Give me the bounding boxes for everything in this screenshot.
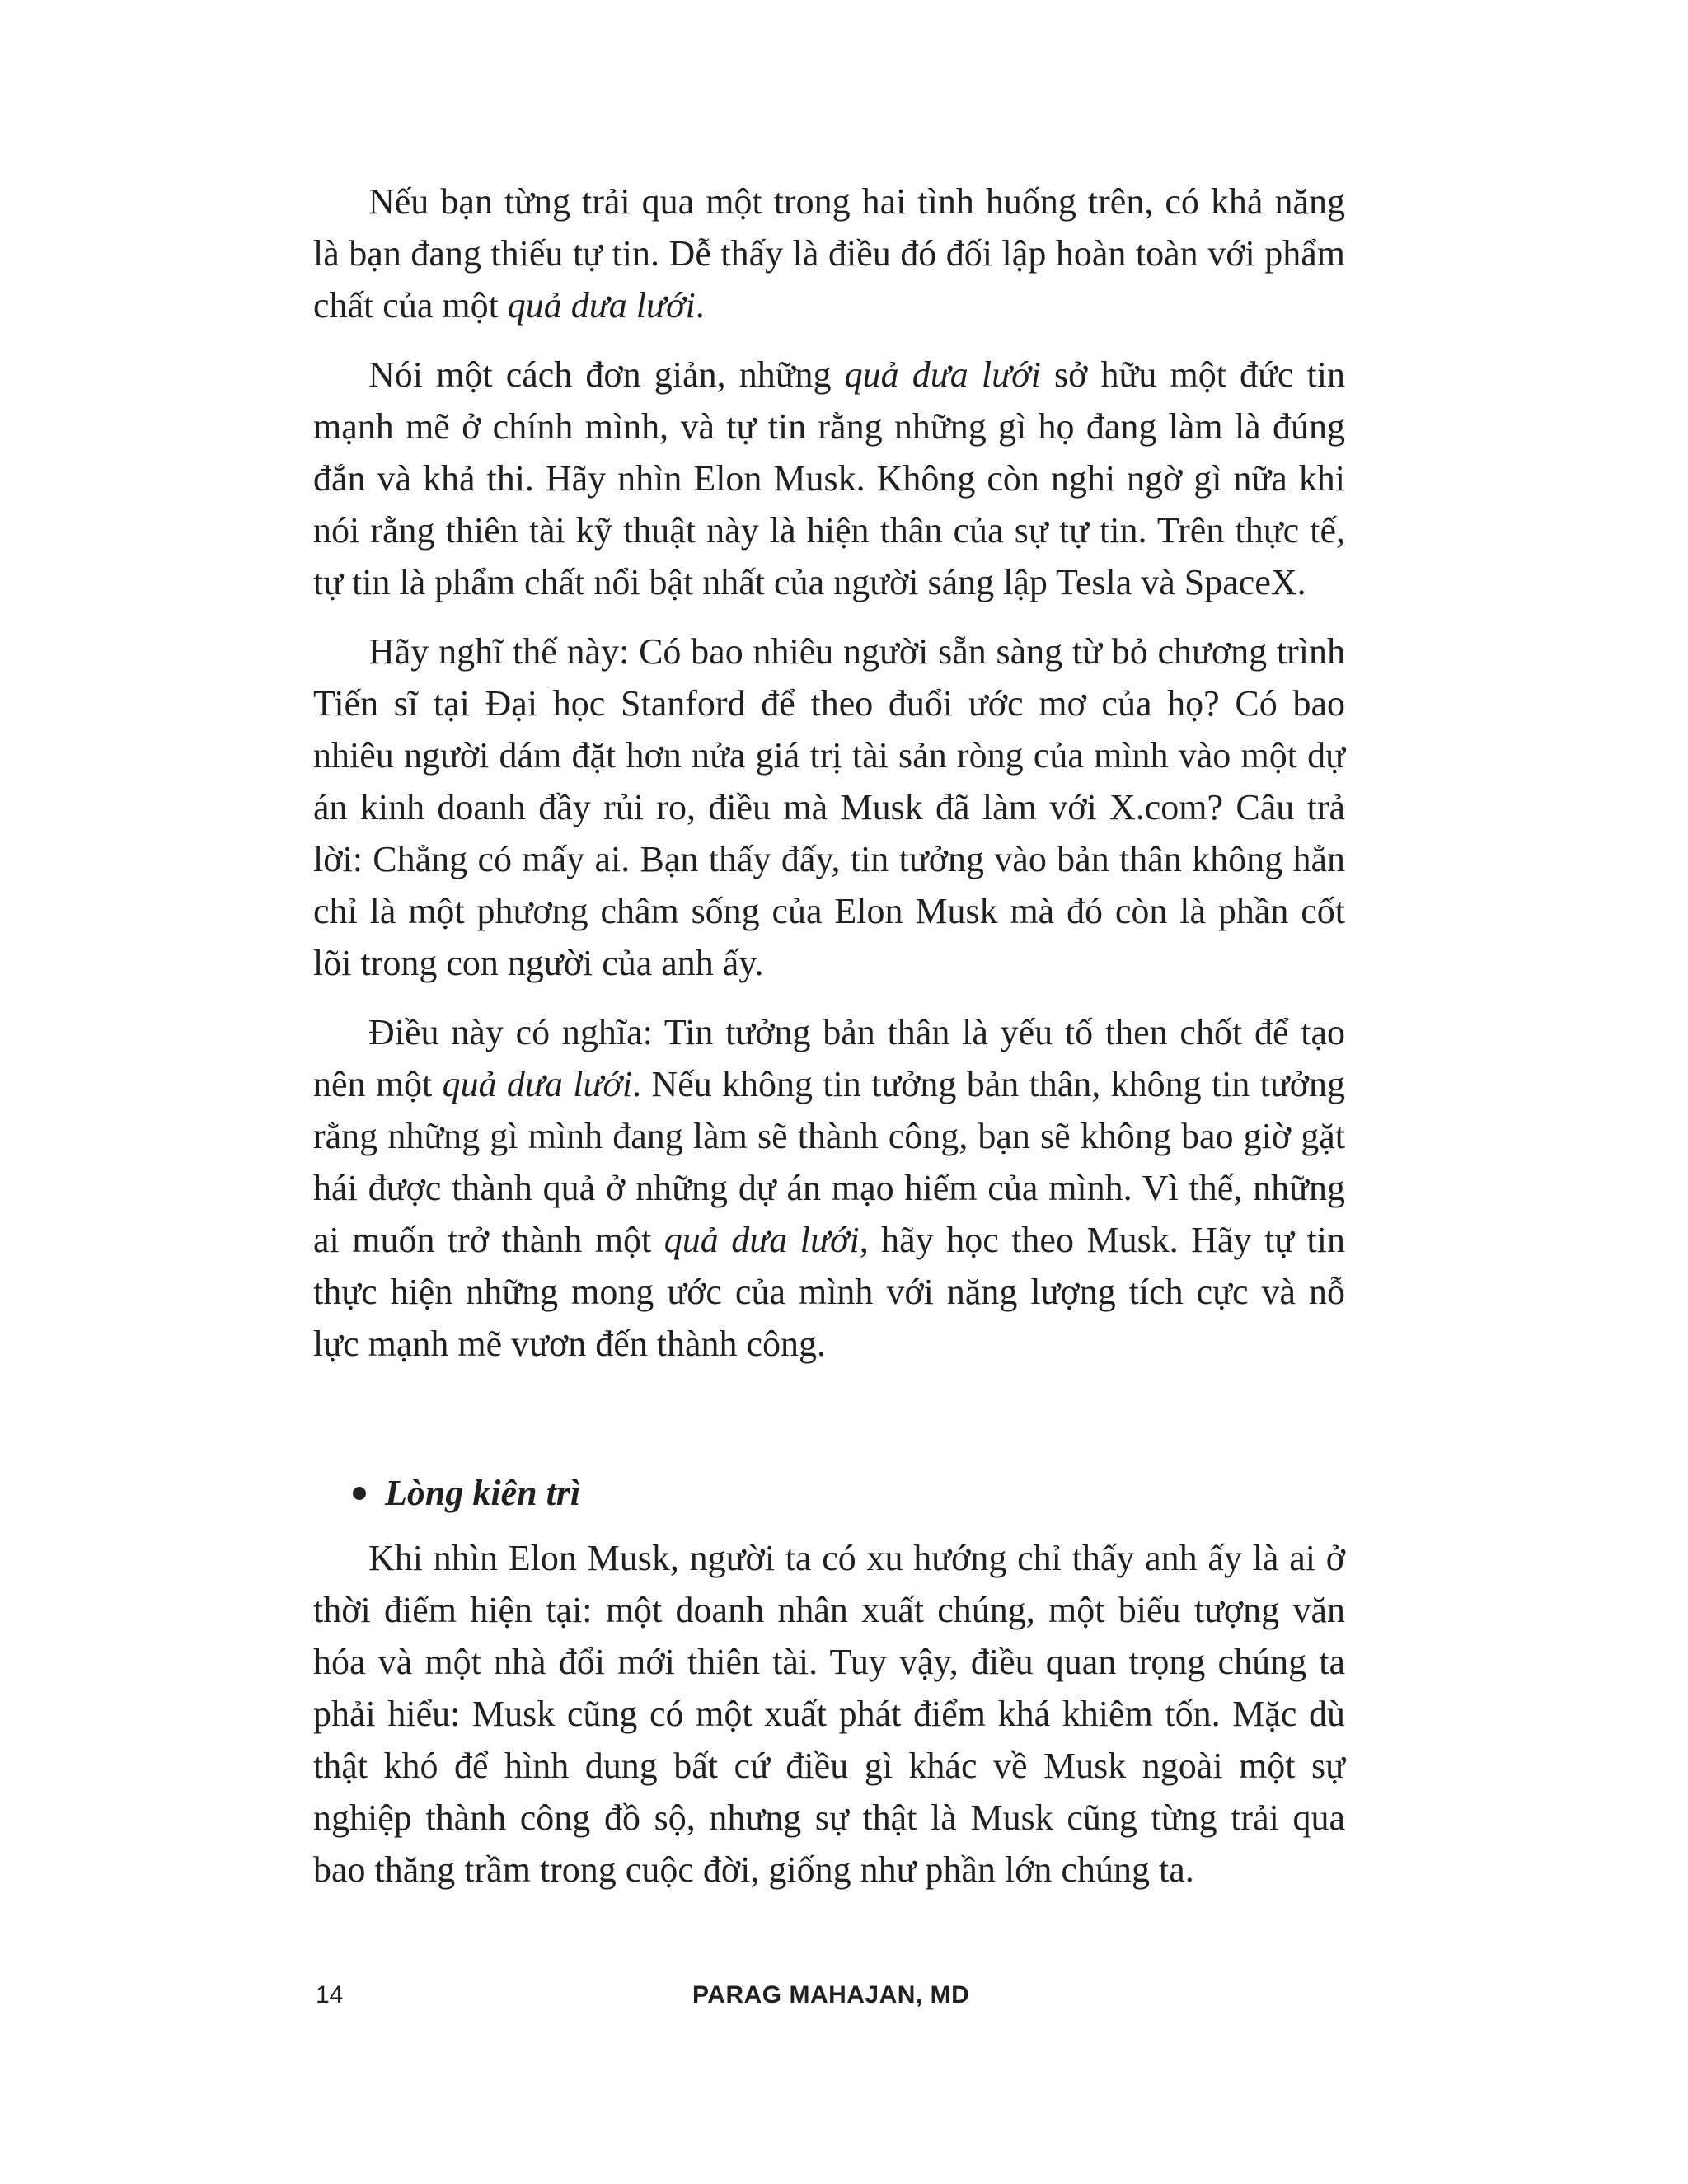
page-footer [0,1981,1688,2022]
body-text [313,176,1345,1913]
page-number: 14 [316,1981,344,2008]
paragraph: Điều này có nghĩa: Tin tưởng bản thân là yếu tố then chốt để tạo nên một quả dưa lưới. Nếu không tin tưởng bản thân, không tin tưởng rằng những gì mình đang làm sẽ thành công, bạn sẽ không bao giờ gặt hái được thành quả ở những dự án mạo hiểm của mình. Vì thế, những ai muốn trở thành một quả dưa lưới, hãy học theo Musk. Hãy tự tin thực hiện những mong ước của mình với năng lượng tích cực và nỗ lực mạnh mẽ vươn đến thành công. [313,1012,1345,1364]
paragraph: Nếu bạn từng trải qua một trong hai tình huống trên, có khả năng là bạn đang thiếu tự tin. Dễ thấy là điều đó đối lập hoàn toàn với phẩm chất của một quả dưa lưới. [313,181,1345,326]
bullet-icon [353,1487,366,1500]
section-heading-text: Lòng kiên trì [385,1473,581,1513]
paragraph: Nói một cách đơn giản, những quả dưa lưới sở hữu một đức tin mạnh mẽ ở chính mình, và tự tin rằng những gì họ đang làm là đúng đắn và khả thi. Hãy nhìn Elon Musk. Không còn nghi ngờ gì nữa khi nói rằng thiên tài kỹ thuật này là hiện thân của sự tự tin. Trên thực tế, tự tin là phẩm chất nổi bật nhất của người sáng lập Tesla và SpaceX. [313,354,1346,602]
section-heading [313,1467,1345,1519]
paragraph: Khi nhìn Elon Musk, người ta có xu hướng chỉ thấy anh ấy là ai ở thời điểm hiện tại: một doanh nhân xuất chúng, một biểu tượng văn hóa và một nhà đổi mới thiên tài. Tuy vậy, điều quan trọng chúng ta phải hiểu: Musk cũng có một xuất phát điểm khá khiêm tốn. Mặc dù thật khó để hình dung bất cứ điều gì khác về Musk ngoài một sự nghiệp thành công đồ sộ, nhưng sự thật là Musk cũng từng trải qua bao thăng trầm trong cuộc đời, giống như phần lớn chúng ta. [313,1538,1345,1890]
paragraph: Hãy nghĩ thế này: Có bao nhiêu người sẵn sàng từ bỏ chương trình Tiến sĩ tại Đại học Stanford để theo đuổi ước mơ của họ? Có bao nhiêu người dám đặt hơn nửa giá trị tài sản ròng của mình vào một dự án kinh doanh đầy rủi ro, điều mà Musk đã làm với X.com? Câu trả lời: Chẳng có mấy ai. Bạn thấy đấy, tin tưởng vào bản thân không hẳn chỉ là một phương châm sống của Elon Musk mà đó còn là phần cốt lõi trong con người của anh ấy. [313,631,1345,983]
running-title: PARAG MAHAJAN, MD [692,1981,970,2008]
